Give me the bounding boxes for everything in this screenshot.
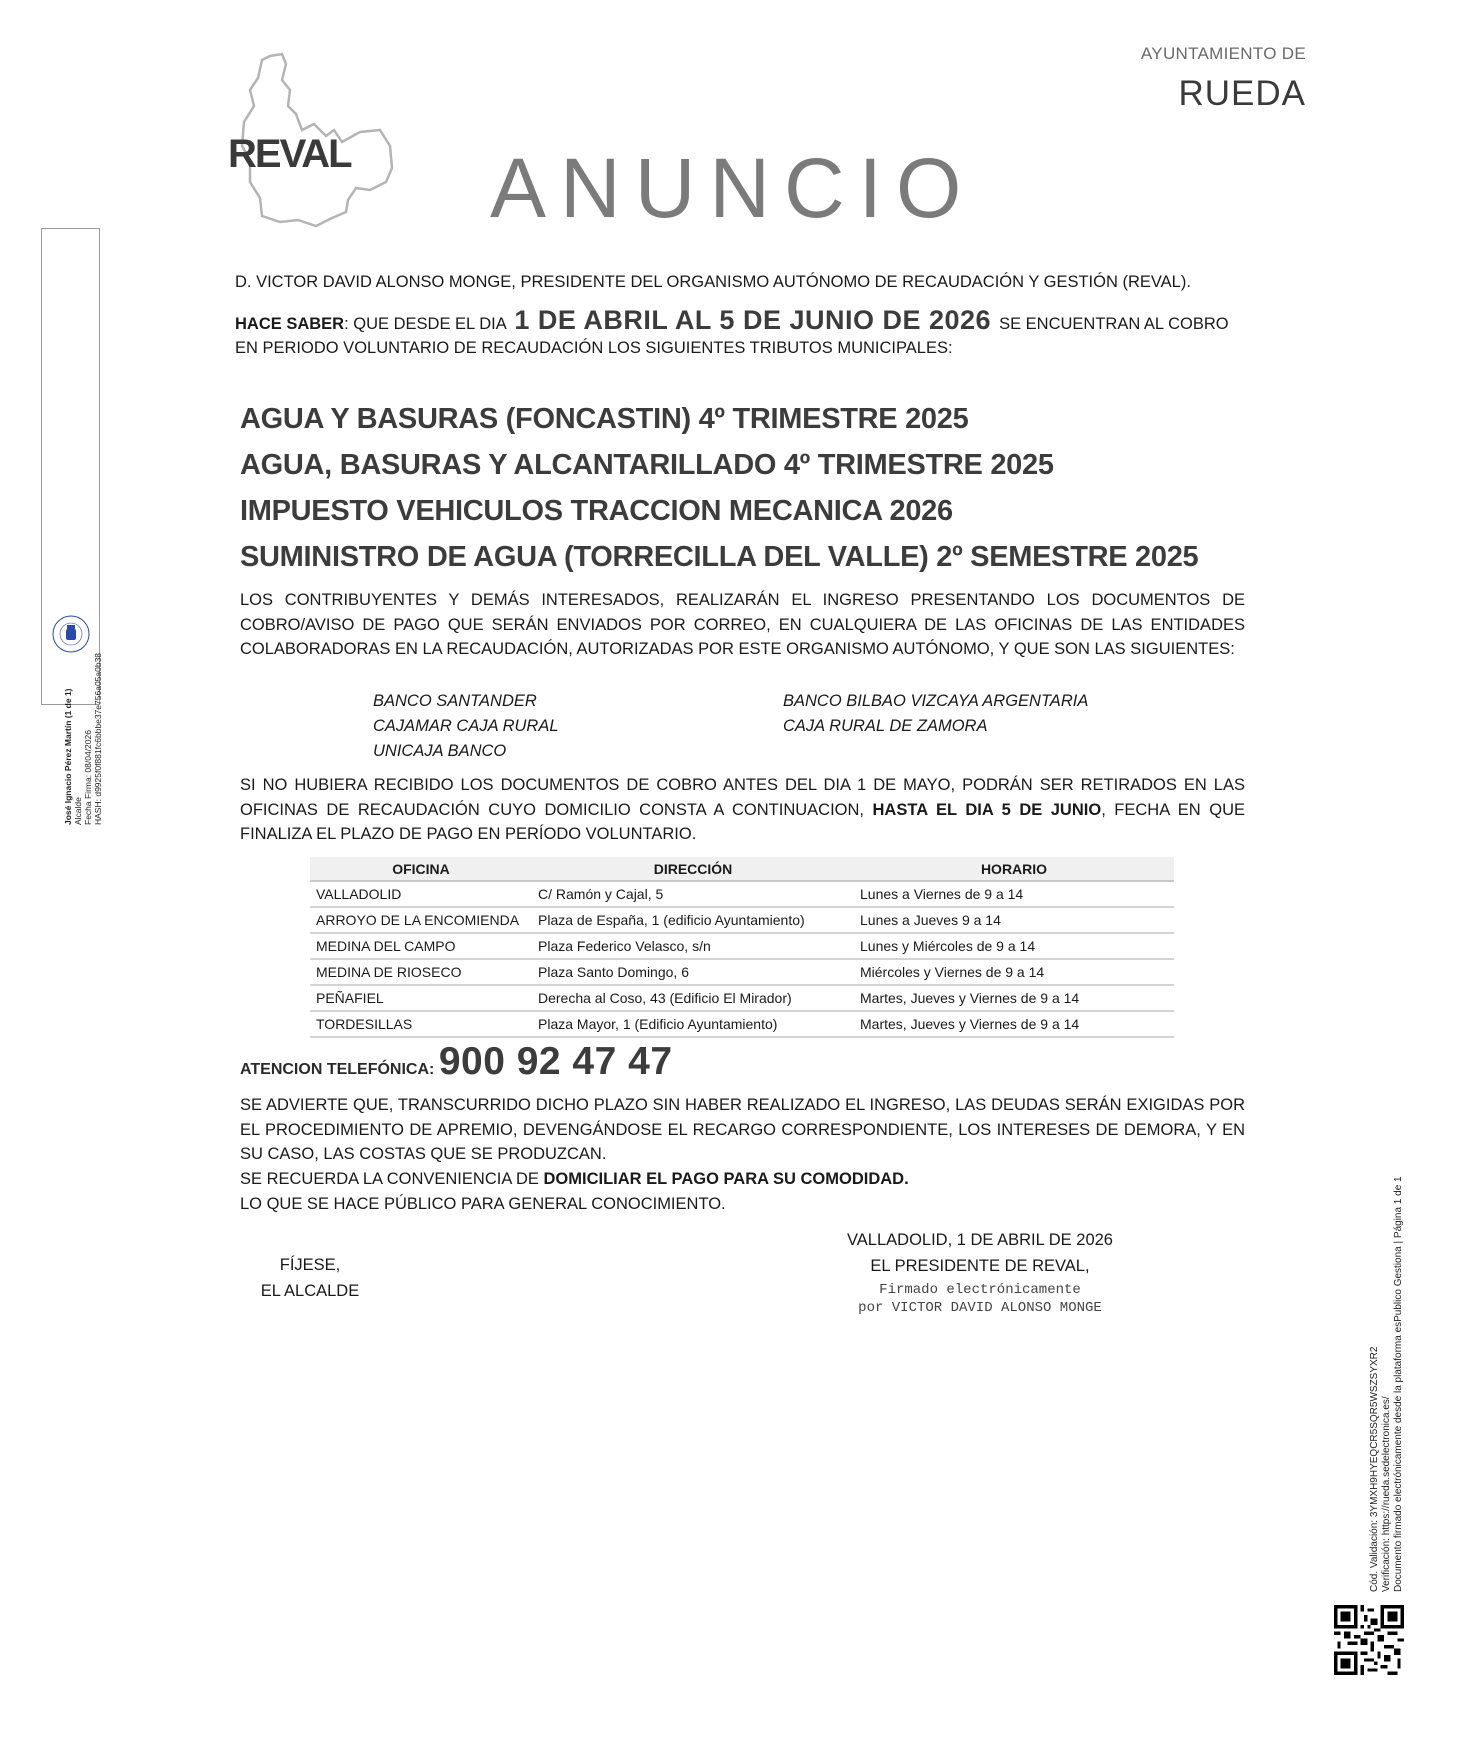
office-name: TORDESILLAS: [310, 1011, 532, 1037]
alcalde-signature-box: [41, 228, 103, 825]
office-address: Plaza Santo Domingo, 6: [532, 959, 854, 985]
office-hours: Martes, Jueves y Viernes de 9 a 14: [854, 985, 1174, 1011]
office-name: PEÑAFIEL: [310, 985, 532, 1011]
fijese-label: FÍJESE,: [279, 1256, 341, 1274]
retiro-deadline: HASTA EL DIA 5 DE JUNIO: [872, 800, 1102, 819]
retiro-text: SI NO HUBIERA RECIBIDO LOS DOCUMENTOS DE COBRO ANTES DEL DIA 1 DE MAYO, PODRÁN SER RETIRADOS EN LAS OFICINAS DE RECAUDACIÓN CUYO DOMICILIO CONSTA A CONTINUACION,: [240, 776, 1245, 819]
ayuntamiento-label: AYUNTAMIENTO DE: [1140, 44, 1306, 63]
fijese-block: [255, 1252, 365, 1304]
advertencia-paragraph: SE ADVIERTE QUE, TRANSCURRIDO DICHO PLAZO SIN HABER REALIZADO EL INGRESO, LAS DEUDAS SERÁN EXIGIDAS POR EL PROCEDIMIENTO DE APREMIO, DEVENGÁNDOSE EL RECARGO CORRESPONDIENTE, LOS INTERESES DE DEMORA, Y EN SU CASO, LAS COSTAS QUE SE PRODUZCAN.: [240, 1096, 1245, 1163]
office-hours: Martes, Jueves y Viernes de 9 a 14: [854, 1011, 1174, 1037]
offices-table: [310, 857, 1174, 1038]
phone-support: [240, 1040, 673, 1084]
place-date: VALLADOLID, 1 DE ABRIL DE 2026: [847, 1231, 1113, 1249]
firmado-line-2: por VICTOR DAVID ALONSO MONGE: [858, 1300, 1102, 1316]
table-row: [310, 907, 1174, 933]
tributo-item: SUMINISTRO DE AGUA (TORRECILLA DEL VALLE) 2º SEMESTRE 2025: [240, 541, 1199, 573]
publico-paragraph: LO QUE SE HACE PÚBLICO PARA GENERAL CONOCIMIENTO.: [240, 1195, 726, 1213]
platform-note: Documento firmado electrónicamente desde la plataforma esPublico Gestiona | Página 1 de 1: [1393, 1176, 1404, 1592]
page-title: ANUNCIO: [490, 141, 976, 235]
phone-number: 900 92 47 47: [438, 1040, 673, 1083]
office-address: C/ Ramón y Cajal, 5: [532, 881, 854, 907]
banks-list: [373, 689, 1133, 764]
president-intro: D. VICTOR DAVID ALONSO MONGE, PRESIDENTE DEL ORGANISMO AUTÓNOMO DE RECAUDACIÓN Y GESTIÓN (REVAL).: [235, 273, 1191, 291]
table-row: [310, 985, 1174, 1011]
reval-logo: [230, 50, 415, 230]
recuerda-text: SE RECUERDA LA CONVENIENCIA DE: [240, 1170, 544, 1188]
office-name: MEDINA DE RIOSECO: [310, 959, 532, 985]
office-address: Derecha al Coso, 43 (Edificio El Mirador): [532, 985, 854, 1011]
banks-column-2: [783, 689, 1123, 739]
signer-role: Alcalde: [73, 797, 83, 825]
column-header-oficina: OFICINA: [310, 857, 532, 881]
sign-date: Fecha Firma: 08/04/2026: [83, 730, 93, 825]
table-row: [310, 933, 1174, 959]
bank-item: CAJA RURAL DE ZAMORA: [783, 717, 988, 735]
office-address: Plaza Mayor, 1 (Edificio Ayuntamiento): [532, 1011, 854, 1037]
office-name: VALLADOLID: [310, 881, 532, 907]
firmado-line-1: Firmado electrónicamente: [879, 1282, 1081, 1298]
office-name: MEDINA DEL CAMPO: [310, 933, 532, 959]
column-header-direccion: DIRECCIÓN: [532, 857, 854, 881]
bank-item: BANCO BILBAO VIZCAYA ARGENTARIA: [783, 692, 1089, 710]
office-name: ARROYO DE LA ENCOMIENDA: [310, 907, 532, 933]
electronic-signature: [790, 1281, 1170, 1317]
hace-saber-label: HACE SABER: [235, 315, 345, 333]
contribuyentes-paragraph: LOS CONTRIBUYENTES Y DEMÁS INTERESADOS, REALIZARÁN EL INGRESO PRESENTANDO LOS DOCUMENTOS DE COBRO/AVISO DE PAGO QUE SERÁN ENVIADOS POR CORREO, EN CUALQUIERA DE LAS OFICINAS DE LAS ENTIDADES COLABORADORAS EN LA RECAUDACIÓN, AUTORIZADAS POR ESTE ORGANISMO AUTÓNOMO, Y QUE SON LAS SIGUIENTES:: [240, 591, 1245, 658]
banks-column-1: [373, 689, 783, 764]
bank-item: UNICAJA BANCO: [373, 742, 507, 760]
office-address: Plaza Federico Velasco, s/n: [532, 933, 854, 959]
payment-period: 1 DE ABRIL AL 5 DE JUNIO DE 2026: [514, 305, 992, 335]
signature-metadata: [63, 585, 103, 825]
cobro-text: SE ENCUENTRAN AL COBRO EN PERIODO VOLUNTARIO DE RECAUDACIÓN LOS SIGUIENTES TRIBUTOS MUNICIPALES:: [235, 315, 1229, 357]
bank-item: BANCO SANTANDER: [373, 692, 537, 710]
verification-url: Verificación: https://rueda.sedelectronica.es/: [1381, 1396, 1392, 1592]
domiciliar-text: DOMICILIAR EL PAGO PARA SU COMODIDAD.: [543, 1170, 909, 1188]
tributo-item: AGUA, BASURAS Y ALCANTARILLADO 4º TRIMESTRE 2025: [240, 449, 1054, 481]
phone-label: ATENCION TELEFÓNICA:: [240, 1061, 435, 1078]
signer-name: José Ignacio Pérez Martín (1 de 1): [63, 688, 73, 825]
que-desde-text: : QUE DESDE EL DIA: [344, 315, 506, 333]
office-hours: Lunes a Viernes de 9 a 14: [854, 881, 1174, 907]
ayuntamiento-name: RUEDA: [1178, 74, 1306, 113]
president-signature-block: [790, 1227, 1170, 1279]
retiro-paragraph: [240, 773, 1245, 847]
bank-item: CAJAMAR CAJA RURAL: [373, 717, 559, 735]
qr-code-icon: [1334, 1605, 1404, 1675]
table-header-row: [310, 857, 1174, 881]
office-hours: Lunes y Miércoles de 9 a 14: [854, 933, 1174, 959]
president-label: EL PRESIDENTE DE REVAL,: [870, 1257, 1090, 1275]
validation-footer: [1369, 1072, 1405, 1592]
validation-code: Cód. Validación: 3YMXH9HYEQCR5SQR5WSZSYXR2: [1369, 1346, 1380, 1592]
column-header-horario: HORARIO: [854, 857, 1174, 881]
tributo-item: IMPUESTO VEHICULOS TRACCION MECANICA 2026: [240, 495, 953, 527]
table-row: [310, 959, 1174, 985]
office-address: Plaza de España, 1 (edificio Ayuntamiento): [532, 907, 854, 933]
recuerda-paragraph: [240, 1167, 909, 1191]
svg-text:REVAL: REVAL: [230, 132, 351, 176]
sign-hash: HASH: d9925f0f881fc6bbbe37e756a05a0b38: [93, 652, 103, 825]
table-row: [310, 881, 1174, 907]
retiro-text-end: , FECHA EN QUE FINALIZA EL PLAZO DE PAGO EN PERÍODO VOLUNTARIO.: [240, 800, 1245, 843]
tributos-list: [240, 396, 1198, 580]
office-hours: Miércoles y Viernes de 9 a 14: [854, 959, 1174, 985]
table-row: [310, 1011, 1174, 1037]
hace-saber-paragraph: [235, 305, 1245, 360]
alcalde-label: EL ALCALDE: [260, 1282, 360, 1300]
valladolid-map-icon: [230, 50, 415, 230]
tributo-item: AGUA Y BASURAS (FONCASTIN) 4º TRIMESTRE 2025: [240, 403, 969, 435]
office-hours: Lunes a Jueves 9 a 14: [854, 907, 1174, 933]
